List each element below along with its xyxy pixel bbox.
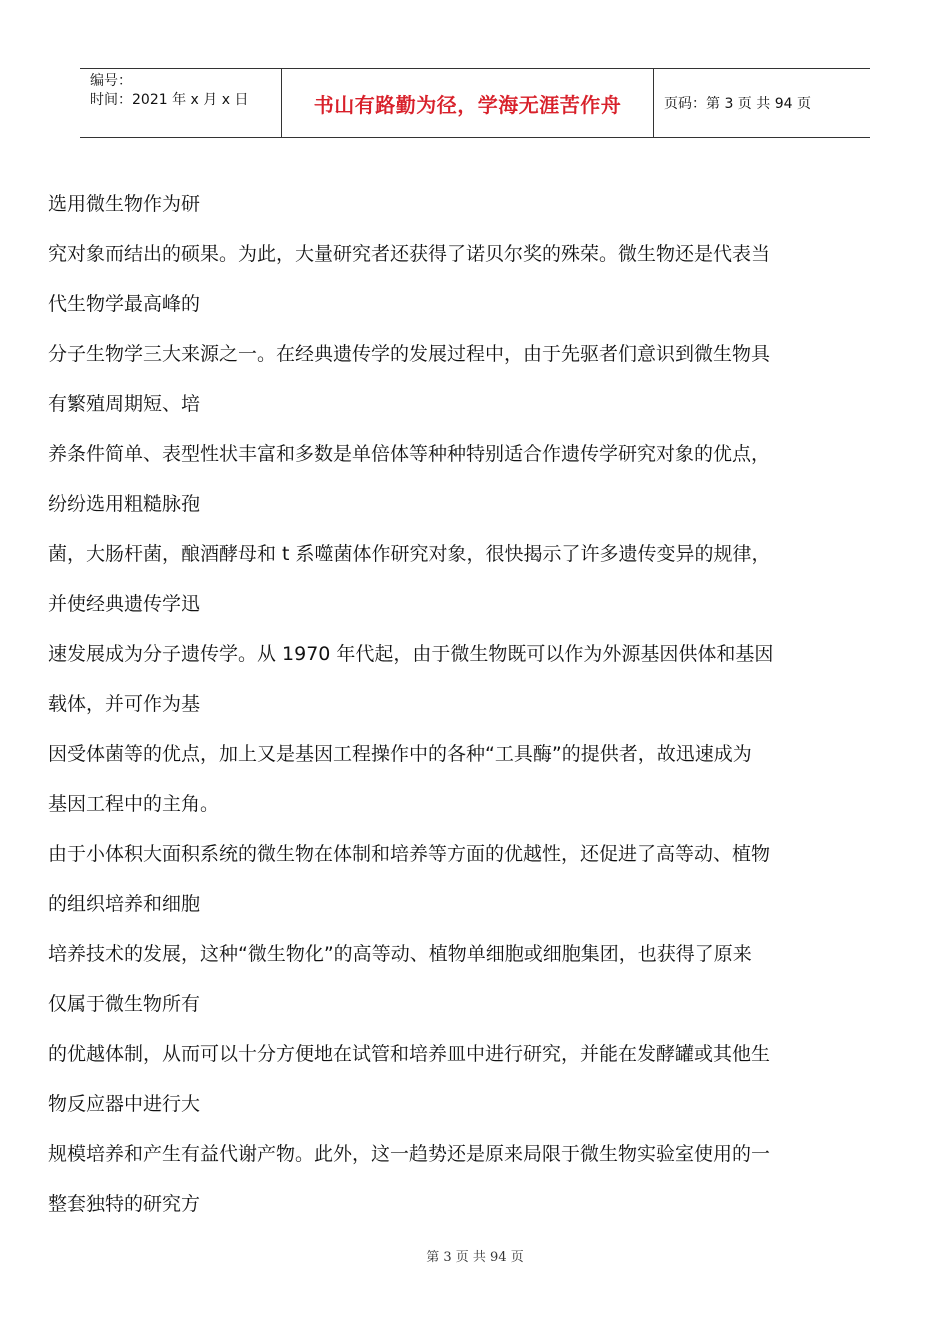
text-line: 因受体菌等的优点，加上又是基因工程操作中的各种“工具酶”的提供者，故迅速成为 bbox=[48, 743, 752, 765]
page-header bbox=[80, 68, 870, 138]
text-line: 基因工程中的主角。 bbox=[48, 793, 220, 815]
text-line: 的组织培养和细胞 bbox=[48, 893, 201, 915]
header-meta bbox=[80, 69, 282, 137]
document-body bbox=[48, 179, 898, 1229]
number-label: 编号： bbox=[90, 73, 132, 89]
header-page-info: 页码：第 3 页 共 94 页 bbox=[664, 96, 811, 112]
text-line: 速发展成为分子遗传学。从 1970 年代起，由于微生物既可以作为外源基因供体和基因 bbox=[48, 643, 774, 665]
text-line: 有繁殖周期短、培 bbox=[48, 393, 201, 415]
header-motto: 书山有路勤为径，学海无涯苦作舟 bbox=[282, 69, 654, 137]
text-line: 规模培养和产生有益代谢产物。此外，这一趋势还是原来局限于微生物实验室使用的一 bbox=[48, 1143, 771, 1165]
text-line: 物反应器中进行大 bbox=[48, 1093, 201, 1115]
text-line: 由于小体积大面积系统的微生物在体制和培养等方面的优越性，还促进了高等动、植物 bbox=[48, 843, 771, 865]
text-line: 仅属于微生物所有 bbox=[48, 993, 201, 1015]
text-line: 的优越体制，从而可以十分方便地在试管和培养皿中进行研究，并能在发酵罐或其他生 bbox=[48, 1043, 771, 1065]
text-line: 纷纷选用粗糙脉孢 bbox=[48, 493, 201, 515]
text-line: 究对象而结出的硕果。为此，大量研究者还获得了诺贝尔奖的殊荣。微生物还是代表当 bbox=[48, 243, 771, 265]
text-line: 养条件简单、表型性状丰富和多数是单倍体等种种特别适合作遗传学研究对象的优点， bbox=[48, 443, 771, 465]
time-label: 时间：2021 年 x 月 x 日 bbox=[90, 92, 249, 108]
text-line: 菌，大肠杆菌，酿酒酵母和 t 系噬菌体作研究对象，很快揭示了许多遗传变异的规律， bbox=[48, 543, 771, 565]
text-line: 代生物学最高峰的 bbox=[48, 293, 201, 315]
page-footer: 第 3 页 共 94 页 bbox=[426, 1250, 524, 1265]
text-line: 整套独特的研究方 bbox=[48, 1193, 201, 1215]
text-line: 培养技术的发展，这种“微生物化”的高等动、植物单细胞或细胞集团，也获得了原来 bbox=[48, 943, 752, 965]
text-line: 分子生物学三大来源之一。在经典遗传学的发展过程中，由于先驱者们意识到微生物具 bbox=[48, 343, 771, 365]
text-line: 选用微生物作为研 bbox=[48, 193, 201, 215]
text-line: 并使经典遗传学迅 bbox=[48, 593, 201, 615]
text-line: 载体，并可作为基 bbox=[48, 693, 201, 715]
